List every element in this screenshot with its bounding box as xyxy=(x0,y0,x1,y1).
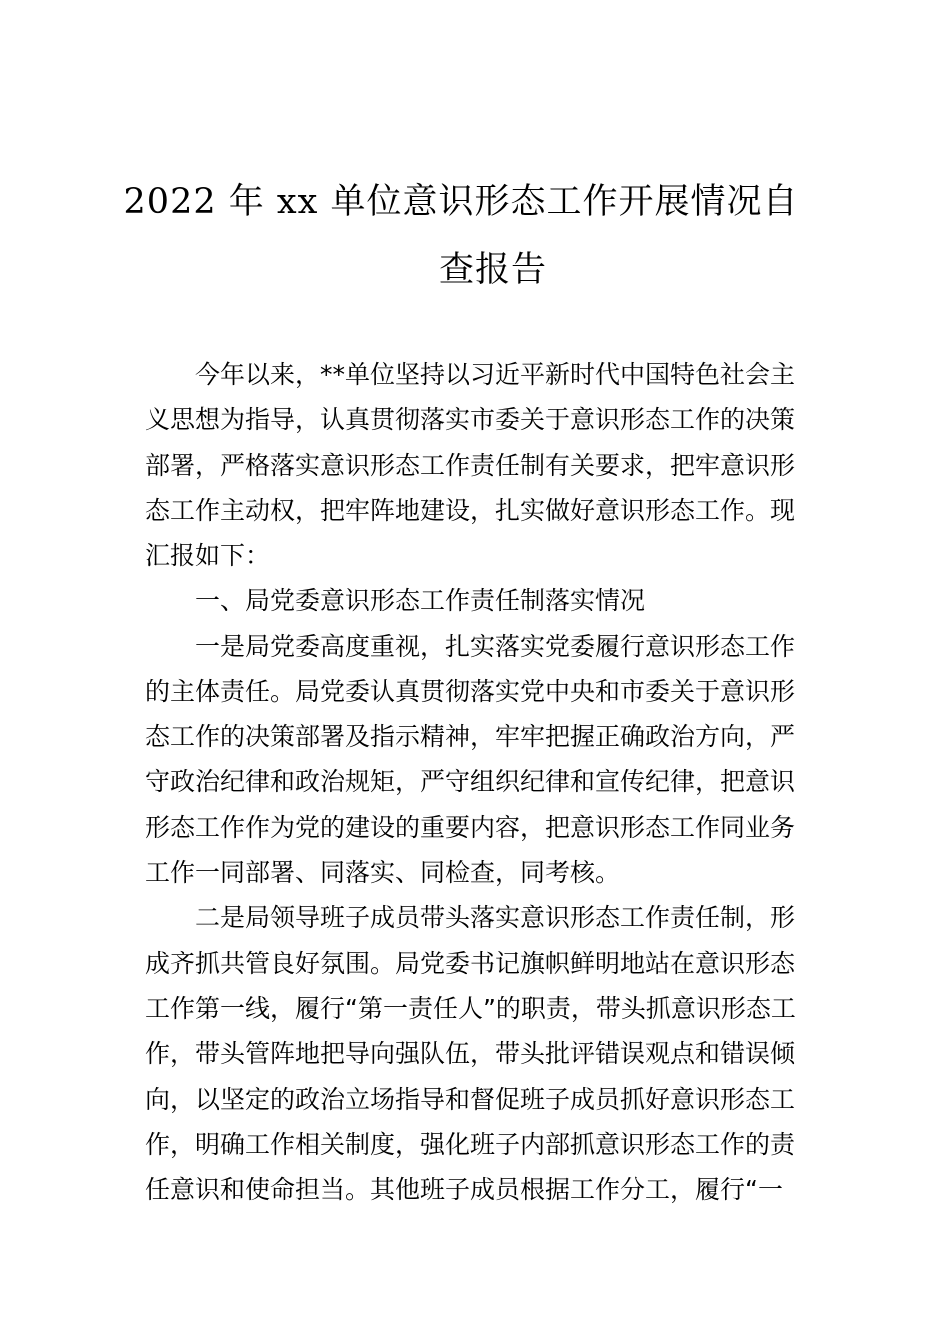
body-line: 向，以坚定的政治立场指导和督促班子成员抓好意识形态工 xyxy=(145,1085,796,1114)
body-line: 态工作主动权，把牢阵地建设，扎实做好意识形态工作。现 xyxy=(145,496,796,525)
body-line: 形态工作作为党的建设的重要内容，把意识形态工作同业务 xyxy=(145,813,796,842)
body-line: 成齐抓共管良好氛围。局党委书记旗帜鲜明地站在意识形态 xyxy=(145,949,796,978)
body-line: 今年以来，**单位坚持以习近平新时代中国特色社会主 xyxy=(195,360,796,389)
body-line: 作，带头管阵地把导向强队伍，带头批评错误观点和错误倾 xyxy=(145,1039,796,1068)
body-line: 作，明确工作相关制度，强化班子内部抓意识形态工作的责 xyxy=(145,1130,796,1159)
section-heading: 一、局党委意识形态工作责任制落实情况 xyxy=(195,586,646,615)
body-line: 义思想为指导，认真贯彻落实市委关于意识形态工作的决策 xyxy=(145,405,796,434)
body-line: 工作第一线，履行“第一责任人”的职责，带头抓意识形态工 xyxy=(145,994,796,1023)
body-line: 态工作的决策部署及指示精神，牢牢把握正确政治方向，严 xyxy=(145,722,796,751)
body-line: 一是局党委高度重视，扎实落实党委履行意识形态工作 xyxy=(195,632,796,661)
body-line: 任意识和使命担当。其他班子成员根据工作分工，履行“一 xyxy=(145,1175,783,1204)
body-line: 二是局领导班子成员带头落实意识形态工作责任制，形 xyxy=(195,903,796,932)
body-line: 汇报如下： xyxy=(145,541,271,570)
document-title-line-1: 2022 年 xx 单位意识形态工作开展情况自 xyxy=(123,182,799,222)
body-line: 守政治纪律和政治规矩，严守组织纪律和宣传纪律，把意识 xyxy=(145,767,796,796)
document-title-line-2: 查报告 xyxy=(438,250,547,290)
body-line: 部署，严格落实意识形态工作责任制有关要求，把牢意识形 xyxy=(145,451,796,480)
body-line: 的主体责任。局党委认真贯彻落实党中央和市委关于意识形 xyxy=(145,677,796,706)
body-line: 工作一同部署、同落实、同检查，同考核。 xyxy=(145,858,621,887)
